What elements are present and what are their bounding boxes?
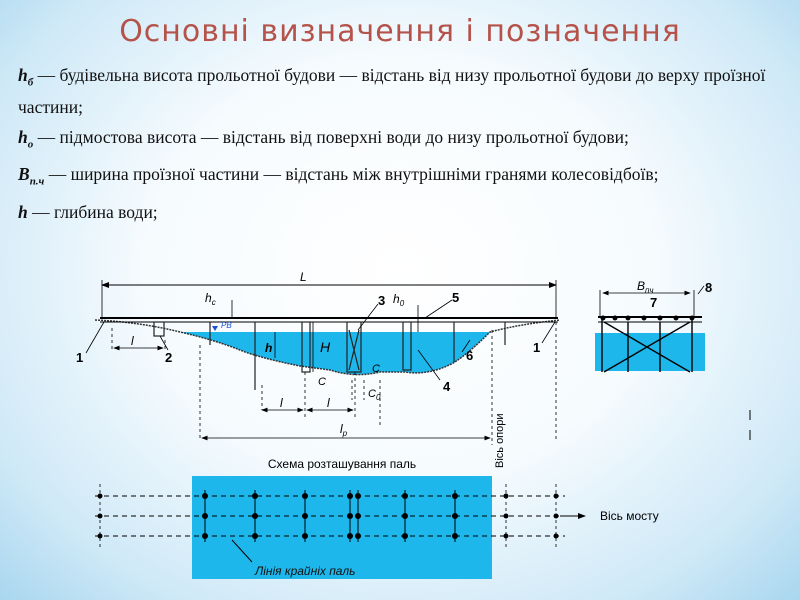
water-level-marker [212,326,218,331]
symbol: $h_б$ [18,65,34,89]
callout-5: 5 [452,290,460,305]
cross-section [595,279,750,440]
callout-2: 2 [165,350,173,365]
callout-8: 8 [705,280,713,295]
label-rv: РВ [221,321,232,330]
label-H: H [320,339,331,355]
slide-title: Основні визначення і позначення [119,14,681,49]
symbol: h [18,201,28,222]
label-lp: $l_p$ [340,422,348,438]
callout-1-right: 1 [533,340,541,355]
label-C-pier: C [372,363,380,375]
label-h: h [265,341,273,355]
definition-water-depth: h — глибина води; [18,201,158,222]
svg-text:l: l [131,334,134,348]
definition-underbridge-height: $h_о$ — підмостова висота — відстань від поверхні води до низу прольотної будови; [18,126,629,150]
longitudinal-section [76,270,560,468]
pile-layout-plan [95,457,659,579]
definition-carriageway-width: $B_{п.ч}$ — ширина проїзної частини — відстань між внутрішніми гранями колесовідбоїв; [18,164,659,188]
label-bpc: $B_{пч}$ [637,279,654,295]
callout-3: 3 [378,293,386,308]
scheme-title: Схема розташування паль [267,457,417,471]
callout-1-left: 1 [76,350,84,365]
label-edge-piles: Лінія крайніх паль [255,564,356,578]
definition-construction-height: $h_б$ — будівельна висота прольотної будови — відстань від низу прольотної будови до верху проїзної частини; [18,65,766,117]
label-C0: $C_0$ [368,388,381,402]
svg-text:l: l [280,396,283,410]
callout-7: 7 [650,295,658,310]
cross-section-water [595,333,705,371]
label-axis-bridge: Вісь мосту [600,509,659,523]
callout-4: 4 [443,379,451,394]
symbol: $h_о$ [18,126,34,150]
label-L: L [300,270,307,284]
label-C: C [318,376,326,388]
label-axis-support: Вісь опори [494,413,506,468]
symbol: $B_{п.ч}$ [18,164,45,188]
label-h0: $h_0$ [393,292,405,308]
svg-text:l: l [327,396,330,410]
callout-6: 6 [466,348,474,363]
label-hc: $h_c$ [205,291,216,307]
